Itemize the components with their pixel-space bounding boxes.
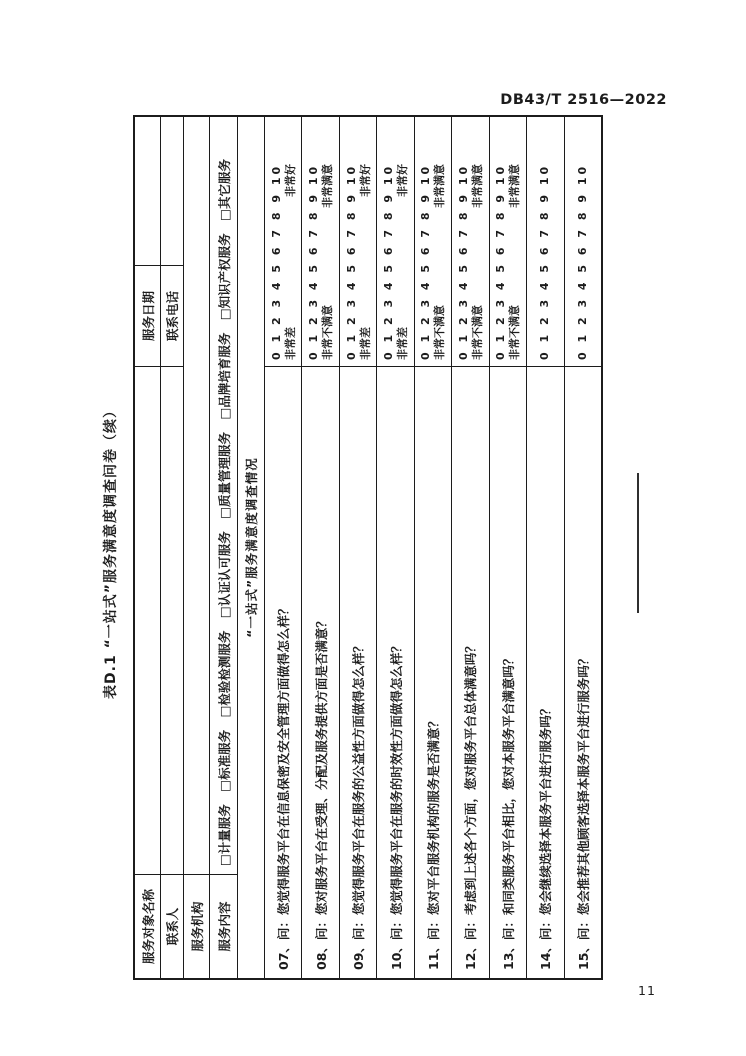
question-text [527, 366, 563, 978]
question-label: 问：您对服务平台在受理、分配及服务提供方面是否满意？ [313, 615, 329, 941]
scale-anchors [396, 164, 409, 360]
question-label: 问：您觉得服务平台在服务的公益性方面做得怎么样？ [351, 640, 367, 941]
scale-anchors [321, 164, 334, 360]
question-number: 11、 [425, 940, 441, 970]
question-label: 问：您觉得服务平台在服务的时效性方面做得怎么样？ [388, 640, 404, 941]
scale-numbers: 0 1 2 3 4 5 6 7 8 9 10 [538, 163, 552, 360]
question-label: 问：您对平台服务机构的服务是否满意？ [425, 715, 441, 941]
rating-scale [415, 117, 451, 366]
standard-number: DB43/T 2516—2022 [500, 92, 667, 108]
question-row-14 [527, 117, 564, 978]
row-service-content [210, 117, 238, 978]
scale-anchors [471, 164, 484, 360]
scale-high-label: 非常满意 [433, 164, 447, 209]
question-text [452, 366, 488, 978]
scale-numbers: 0 1 2 3 4 5 6 7 8 9 10 [269, 163, 283, 360]
question-row-10 [377, 117, 414, 978]
question-row-15 [565, 117, 601, 978]
question-text [377, 366, 413, 978]
question-text [415, 366, 451, 978]
row-contact [161, 117, 184, 978]
question-text [265, 366, 301, 978]
field-label-service-object-name: 服务对象名称 [135, 874, 160, 978]
rating-scale [527, 117, 563, 366]
row-section-header [238, 117, 265, 978]
service-content-options: □计量服务 □标准服务 □检验检测服务 □认证认可服务 □质量管理服务 □品牌培育服务 □知识产权服务 □其它服务 [216, 159, 232, 866]
question-label: 问：和同类服务平台相比，您对本服务平台满意吗？ [500, 652, 516, 941]
question-row-11 [415, 117, 452, 978]
question-text [340, 366, 376, 978]
scale-numbers: 0 1 2 3 4 5 6 7 8 9 10 [382, 163, 396, 360]
field-value-service-date [135, 117, 160, 265]
scale-low-label: 非常不满意 [508, 305, 522, 360]
scale-anchors [359, 164, 372, 360]
question-number: 09、 [351, 940, 367, 970]
scale-high-label: 非常满意 [321, 164, 335, 209]
question-number: 08、 [313, 940, 329, 970]
question-row-09 [340, 117, 377, 978]
scale-low-label: 非常不满意 [433, 305, 447, 360]
rating-scale [340, 117, 376, 366]
field-label-service-date: 服务日期 [135, 265, 160, 366]
question-label: 问：您会推荐其他顾客选择本服务平台进行服务吗？ [575, 652, 591, 941]
question-number: 13、 [500, 940, 516, 970]
question-row-13 [490, 117, 527, 978]
rating-scale [452, 117, 488, 366]
question-number: 12、 [463, 940, 479, 970]
page-number: 11 [638, 983, 656, 998]
row-service-org [184, 117, 210, 978]
question-label: 问：您会继续选择本服务平台进行服务吗？ [538, 702, 554, 941]
scale-numbers: 0 1 2 3 4 5 6 7 8 9 10 [344, 163, 358, 360]
scale-anchors [433, 164, 446, 360]
question-row-12 [452, 117, 489, 978]
survey-table [133, 115, 603, 980]
scale-low-label: 非常不满意 [470, 305, 484, 360]
question-text [490, 366, 526, 978]
scale-high-label: 非常满意 [508, 164, 522, 209]
field-value-service-org [184, 117, 209, 874]
scale-low-label: 非常差 [283, 327, 297, 360]
row-service-object [135, 117, 161, 978]
field-label-service-org: 服务机构 [184, 874, 209, 978]
question-row-08 [302, 117, 339, 978]
rating-scale [377, 117, 413, 366]
scale-high-label: 非常好 [283, 164, 297, 198]
question-text [565, 366, 601, 978]
scale-numbers: 0 1 2 3 4 5 6 7 8 9 10 [575, 163, 589, 360]
field-value-contact-phone [161, 117, 183, 265]
field-value-service-object-name [135, 366, 160, 874]
scale-numbers: 0 1 2 3 4 5 6 7 8 9 10 [307, 163, 321, 360]
scale-anchors [508, 164, 521, 360]
rating-scale [490, 117, 526, 366]
scale-low-label: 非常不满意 [321, 305, 335, 360]
field-label-contact-person: 联系人 [161, 874, 183, 978]
rating-scale [565, 117, 601, 366]
scale-anchors [284, 164, 297, 360]
field-label-service-content: 服务内容 [210, 874, 237, 978]
section-header: “一站式”服务满意度调查情况 [244, 457, 259, 638]
scale-low-label: 非常差 [358, 327, 372, 360]
scale-high-label: 非常满意 [470, 164, 484, 209]
question-number: 15、 [575, 940, 591, 970]
scale-high-label: 非常好 [396, 164, 410, 198]
question-row-07 [265, 117, 302, 978]
table-title: 表D.1 “一站式”服务满意度调查问卷（续） [103, 403, 119, 699]
scale-numbers: 0 1 2 3 4 5 6 7 8 9 10 [494, 163, 508, 360]
question-label: 问：考虑到上述各个方面，您对服务平台总体满意吗？ [463, 640, 479, 941]
scale-low-label: 非常差 [396, 327, 410, 360]
field-value-contact-person [161, 366, 183, 874]
field-label-contact-phone: 联系电话 [161, 265, 183, 366]
scale-numbers: 0 1 2 3 4 5 6 7 8 9 10 [419, 163, 433, 360]
rating-scale [265, 117, 301, 366]
rating-scale [302, 117, 338, 366]
scale-numbers: 0 1 2 3 4 5 6 7 8 9 10 [456, 163, 470, 360]
question-number: 10、 [388, 940, 404, 970]
question-number: 07、 [276, 940, 292, 970]
question-number: 14、 [538, 940, 554, 970]
fold-mark-line [637, 473, 639, 613]
question-text [302, 366, 338, 978]
scale-high-label: 非常好 [358, 164, 372, 198]
question-label: 问：您觉得服务平台在信息保密及安全管理方面做得怎么样？ [276, 602, 292, 941]
